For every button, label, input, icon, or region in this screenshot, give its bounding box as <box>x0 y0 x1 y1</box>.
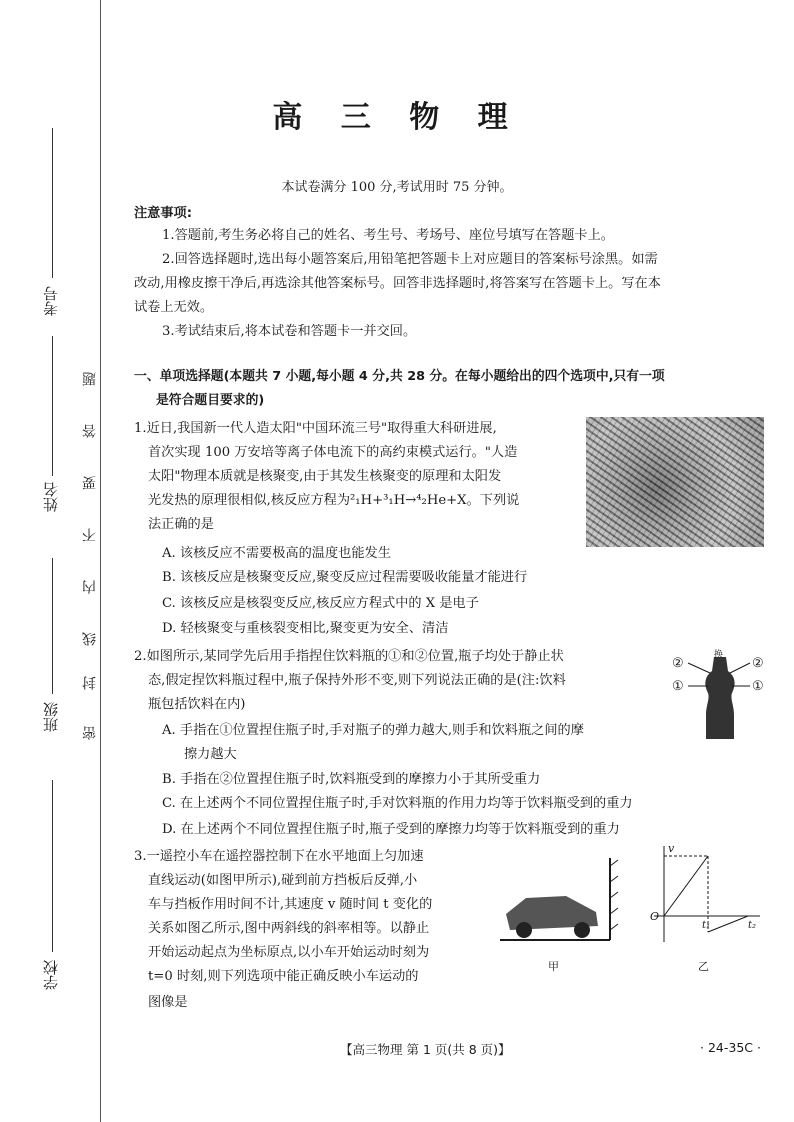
q2-option-d: D. 在上述两个不同位置捏住瓶子时,瓶子受到的摩擦力均等于饮料瓶受到的重力 <box>162 822 620 837</box>
note-3: 3.考试结束后,将本试卷和答题卡一并交回。 <box>162 324 417 339</box>
car-figure <box>496 852 626 972</box>
car-wheel <box>574 922 590 938</box>
barrier-hatch <box>610 924 618 930</box>
school-line <box>52 780 53 952</box>
position-2-left: ② <box>672 656 684 671</box>
figure-yi-label: 乙 <box>698 960 709 973</box>
seal-word: 密 <box>82 726 98 740</box>
bottle-top-label: 换 <box>714 650 724 660</box>
accel-line <box>664 856 708 916</box>
seal-word: 封 <box>82 676 98 690</box>
binding-divider <box>100 0 101 1122</box>
q1-option-a: A. 该核反应不需要极高的温度也能发生 <box>162 546 391 561</box>
q1-option-c: C. 该核反应是核裂变反应,核反应方程式中的 X 是电子 <box>162 596 479 611</box>
seal-word: 答 <box>82 424 98 438</box>
bottle-shape <box>705 657 734 739</box>
note-2-line1: 2.回答选择题时,选出每小题答案后,用铅笔把答题卡上对应题目的答案标号涂黑。如需 <box>162 252 658 267</box>
page-footer: 【高三物理 第 1 页(共 8 页)】 <box>340 1042 511 1057</box>
q1-option-b: B. 该核反应是核聚变反应,聚变反应过程需要吸收能量才能进行 <box>162 570 528 585</box>
name-line <box>52 336 53 476</box>
figure-jia-label: 甲 <box>548 960 559 972</box>
q2-option-c: C. 在上述两个不同位置捏住瓶子时,手对饮料瓶的作用力均等于饮料瓶受到的重力 <box>162 796 633 811</box>
position-1-left: ① <box>672 679 684 694</box>
q3-line4: 关系如图乙所示,图中两斜线的斜率相等。以静止 <box>148 921 430 936</box>
exam-code: · 24-35C · <box>700 1040 761 1055</box>
section-heading-line2: 是符合题目要求的) <box>156 393 265 408</box>
q2-line2: 态,假定捏饮料瓶过程中,瓶子保持外形不变,则下列说法正确的是(注:饮料 <box>148 673 566 688</box>
name-label: 姓名 <box>42 482 60 512</box>
position-2-right: ② <box>752 656 764 671</box>
seal-word: 要 <box>82 476 98 490</box>
q3-line5: 开始运动起点为坐标原点,以小车开始运动时刻为 <box>148 945 430 960</box>
q2-line3: 瓶包括饮料在内) <box>148 697 246 712</box>
position-1-right: ① <box>752 679 764 694</box>
rebound-line <box>708 916 748 932</box>
note-2-line3: 试卷上无效。 <box>134 300 214 315</box>
note-1: 1.答题前,考生务必将自己的姓名、考生号、考场号、座位号填写在答题卡上。 <box>162 228 614 243</box>
binding-margin <box>0 0 104 1122</box>
seal-word: 题 <box>82 372 98 386</box>
arrow-2-right <box>730 663 750 673</box>
bottle-figure <box>670 645 770 745</box>
q2-option-a-line1: A. 手指在①位置捏住瓶子时,手对瓶子的弹力越大,则手和饮料瓶之间的摩 <box>162 723 584 738</box>
note-2-line2: 改动,用橡皮擦干净后,再选涂其他答案标号。回答非选择题时,将答案写在答题卡上。写在本 <box>134 276 661 291</box>
tokamak-photo <box>586 417 764 547</box>
q1-line2: 首次实现 100 万安培等离子体电流下的高约束模式运行。"人造 <box>148 445 518 460</box>
axis-t2-label: t₂ <box>748 920 757 931</box>
q2-line1: 2.如图所示,某同学先后用手指捏住饮料瓶的①和②位置,瓶子均处于静止状 <box>134 649 564 664</box>
seal-word: 内 <box>82 580 98 594</box>
barrier-hatch <box>610 876 618 882</box>
q3-line2: 直线运动(如图甲所示),碰到前方挡板后反弹,小 <box>148 873 418 888</box>
q2-option-b: B. 手指在②位置捏住瓶子时,饮料瓶受到的摩擦力小于其所受重力 <box>162 772 541 787</box>
q1-line4: 光发热的原理很相似,核反应方程为²₁H+³₁H→⁴₂He+X。下列说 <box>148 493 520 508</box>
q1-line1: 1.近日,我国新一代人造太阳"中国环流三号"取得重大科研进展, <box>134 421 497 436</box>
q2-option-a-line2: 擦力越大 <box>184 747 237 762</box>
q3-line6: t=0 时刻,则下列选项中能正确反映小车运动的 <box>148 969 419 984</box>
arrow-2-left <box>688 663 710 673</box>
seal-word: 不 <box>82 528 98 542</box>
barrier-hatch <box>610 892 618 898</box>
axis-t1-label: t₁ <box>702 920 711 931</box>
q3-line3: 车与挡板作用时间不计,其速度 v 随时间 t 变化的 <box>148 897 433 912</box>
exam-number-label: 考号 <box>42 286 60 316</box>
axis-origin-label: O <box>650 910 660 923</box>
seal-word: 线 <box>82 632 98 646</box>
page-title: 高 三 物 理 <box>272 100 522 135</box>
section-heading-line1: 一、单项选择题(本题共 7 小题,每小题 4 分,共 28 分。在每小题给出的四个选项中,只有一项 <box>134 369 665 384</box>
class-label: 班级 <box>42 702 60 732</box>
barrier-hatch <box>610 908 618 914</box>
axis-v-label: v <box>668 842 675 855</box>
vt-graph <box>640 842 764 974</box>
barrier-hatch <box>610 860 618 866</box>
q3-line1: 3.一遥控小车在遥控器控制下在水平地面上匀加速 <box>134 849 424 864</box>
school-label: 学校 <box>42 960 60 990</box>
q1-line5: 法正确的是 <box>148 517 214 532</box>
exam-info: 本试卷满分 100 分,考试用时 75 分钟。 <box>281 180 513 195</box>
q1-line3: 太阳"物理本质就是核聚变,由于其发生核聚变的原理和太阳发 <box>148 469 502 484</box>
notes-heading: 注意事项: <box>134 206 193 221</box>
exam-number-line <box>52 128 53 278</box>
car-wheel <box>516 922 532 938</box>
class-line <box>52 558 53 694</box>
q1-option-d: D. 轻核聚变与重核裂变相比,聚变更为安全、清洁 <box>162 621 449 636</box>
q3-line7: 图像是 <box>148 995 188 1010</box>
